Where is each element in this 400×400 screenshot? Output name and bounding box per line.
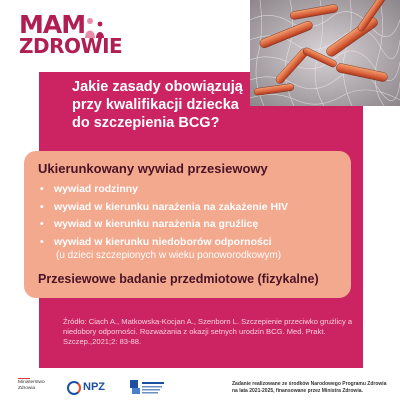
- bullet-icon: •: [40, 200, 44, 213]
- screening-list: [40, 181, 288, 251]
- list-item: • wywiad w kierunku narażenia na zakażenie HIV: [40, 199, 288, 217]
- card-note: (u dzieci szczepionych w wieku ponoworodkowym): [56, 250, 282, 261]
- npz-ring-icon: [67, 381, 81, 395]
- agency-logo-icon: [130, 378, 166, 396]
- card-subtitle: Przesiewowe badanie przedmiotowe (fizykalne): [38, 272, 319, 286]
- list-item: • wywiad w kierunku narażenia na gruźlicę: [40, 216, 288, 234]
- bullet-icon: •: [40, 235, 44, 248]
- list-item: • wywiad rodzinny: [40, 181, 288, 199]
- ministry-logo: Ministerstwo Zdrowia: [18, 380, 45, 391]
- mam-zdrowie-logo: [19, 12, 139, 62]
- card-title: Ukierunkowany wywiad przesiewowy: [38, 161, 268, 176]
- list-item: • wywiad w kierunku niedoborów odporności: [40, 234, 288, 252]
- ministry-flag-icon: [18, 378, 30, 379]
- question-heading: Jakie zasady obowiązują przy kwalifikacji dziecka do szczepienia BCG?: [72, 79, 243, 131]
- npz-label: NPZ: [83, 381, 105, 393]
- bullet-icon: •: [40, 218, 44, 230]
- bullet-icon: •: [40, 183, 44, 195]
- npz-logo: [67, 381, 111, 395]
- funding-note: Zadanie realizowane ze środków Narodowego Programu Zdrowia na lata 2021-2025, finansowane przez Ministra Zdrowia.: [232, 381, 387, 394]
- footer: [0, 372, 400, 400]
- logo-line2: ZDROWIE: [19, 34, 123, 58]
- source-citation: Źródło: Ciach A., Matkowska-Kocjan A., Szenborn L. Szczepienie przeciwko gruźlicy a niedobory odporności. Rozważania z okazji setnych urodzin BCG. Med. Prakt. Szczep.,2021;2: 83-88.: [63, 317, 353, 346]
- screening-card: [24, 151, 351, 298]
- bacteria-image: [250, 0, 400, 106]
- logo-line1: MAM: [19, 10, 86, 39]
